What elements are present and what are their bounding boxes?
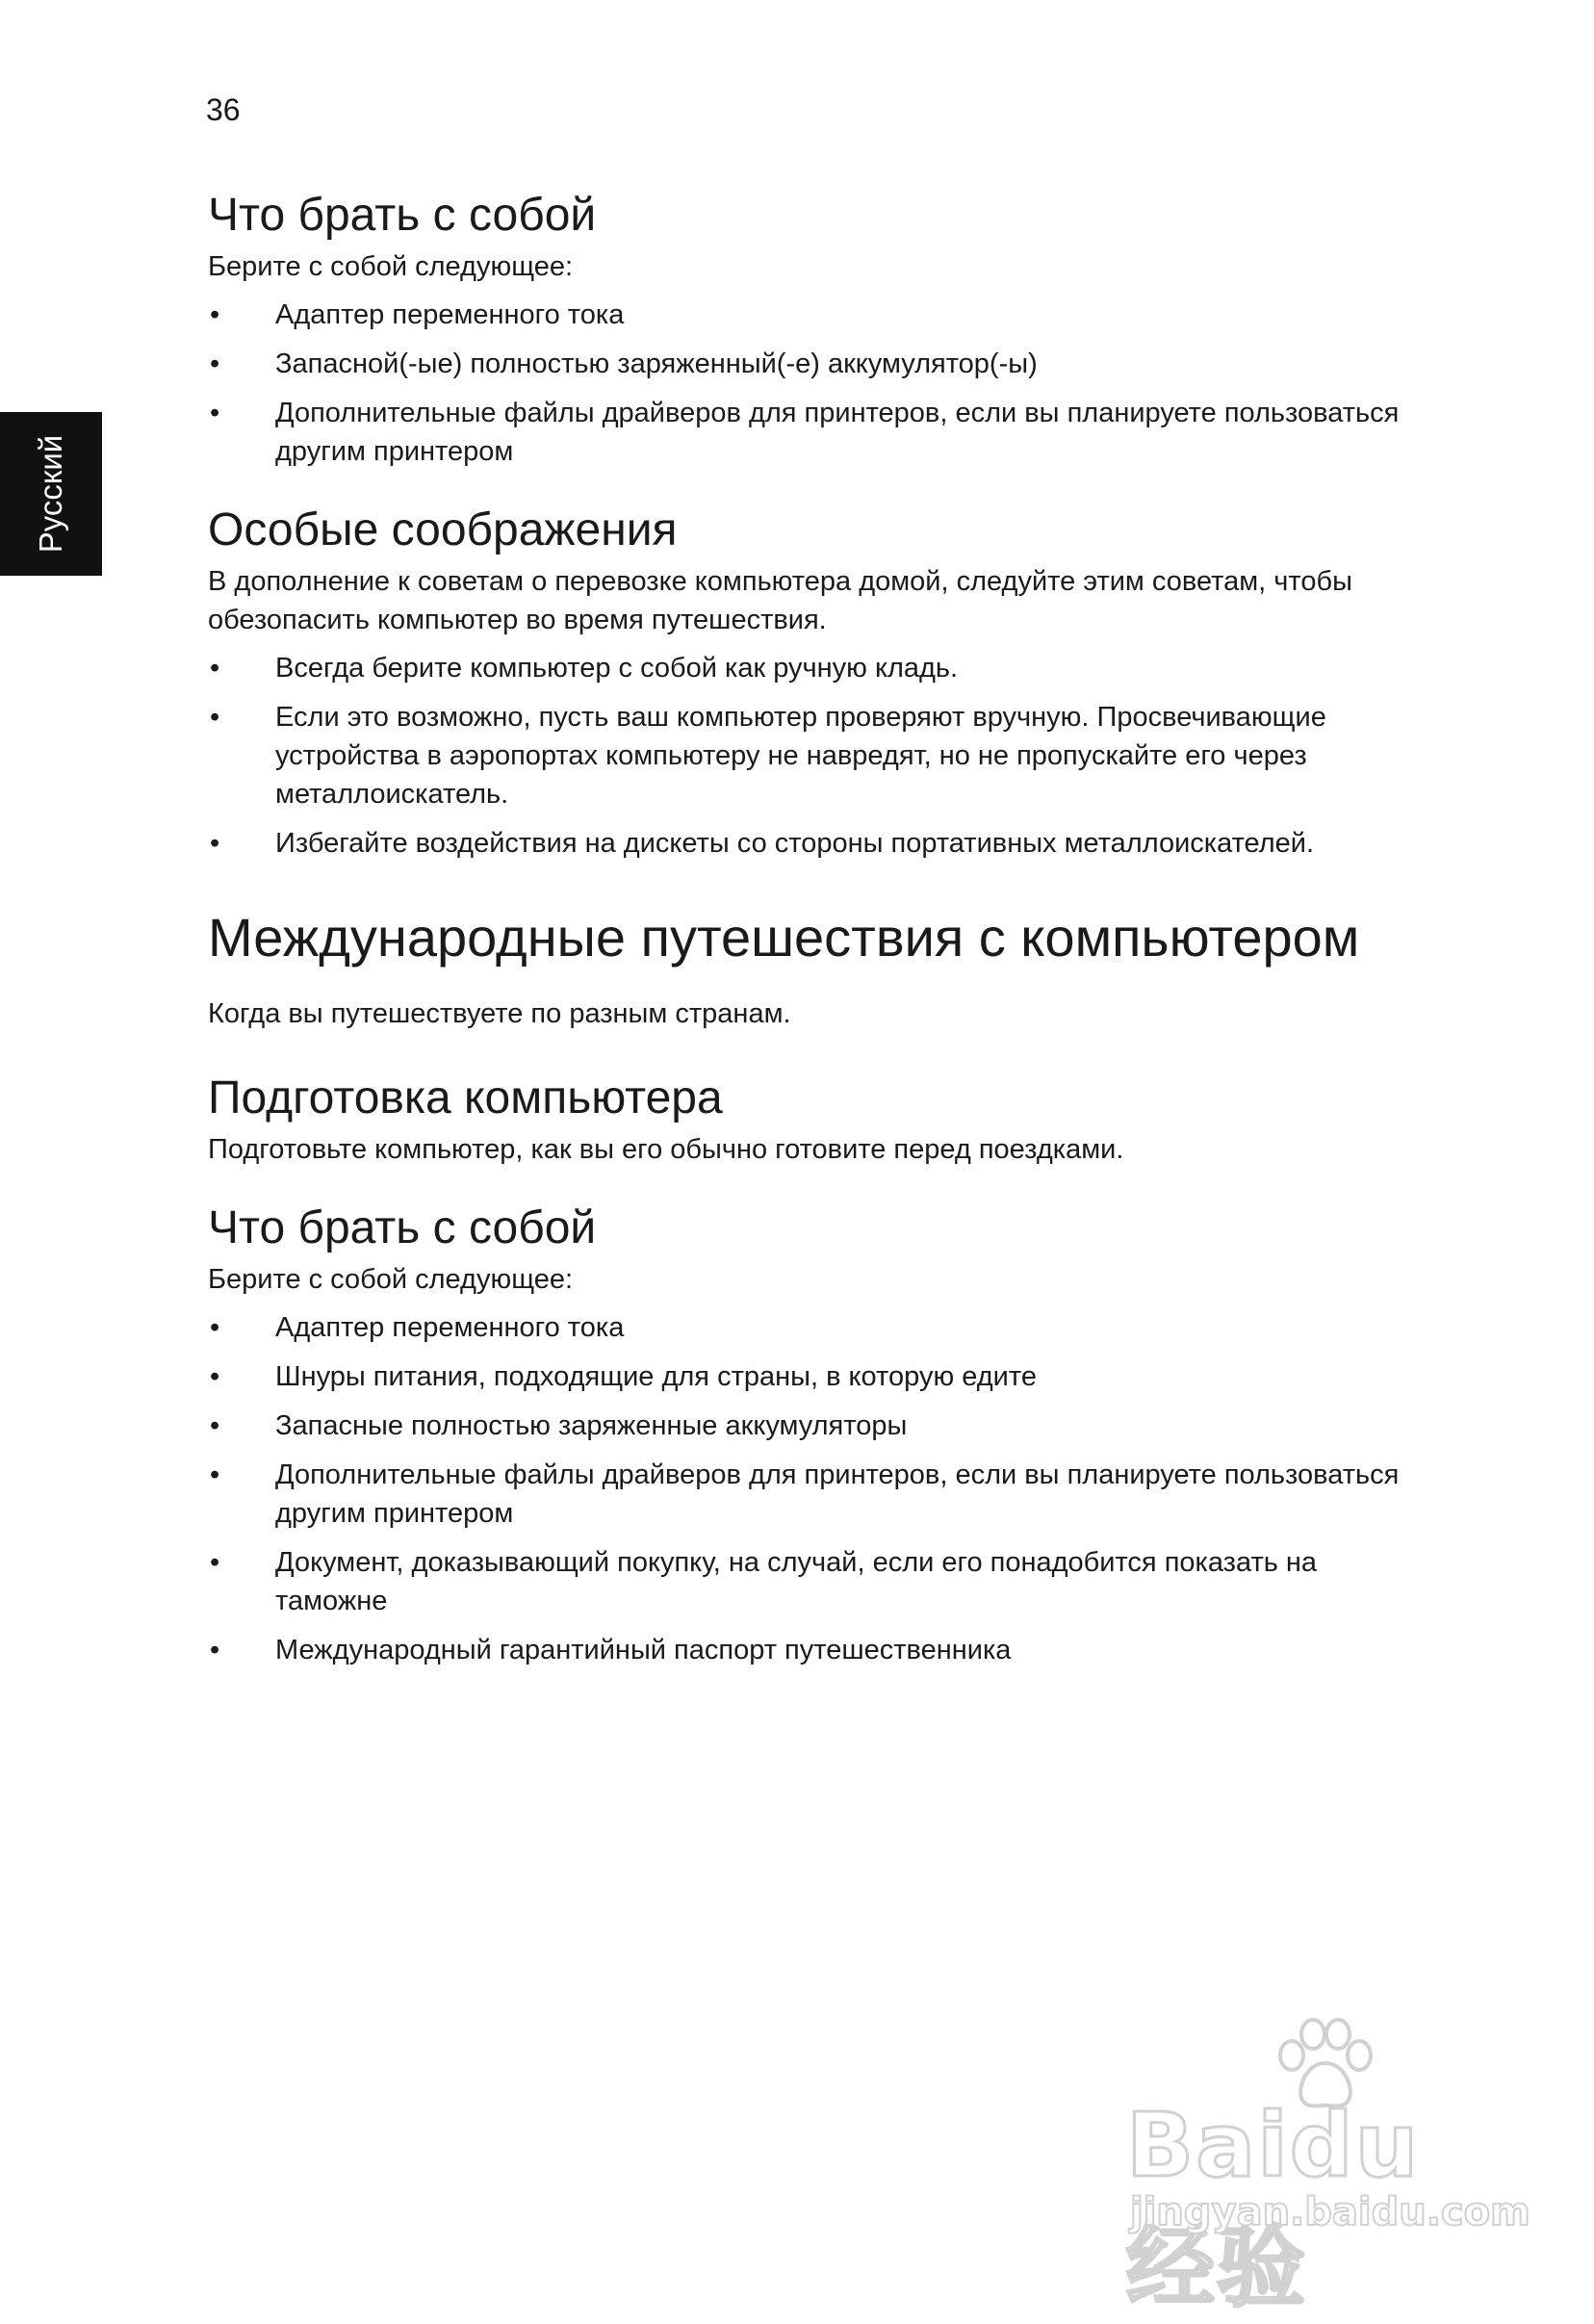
list-item: • Запасные полностью заряженные аккумуляторы — [208, 1407, 1401, 1445]
section-heading: Что брать с собой — [208, 1201, 597, 1253]
watermark-logo-text: Baidu 经验 — [1126, 2094, 1421, 2319]
section-intro: Берите с собой следующее: — [208, 1264, 574, 1296]
section-heading: Подготовка компьютера — [208, 1072, 723, 1123]
bullet-list — [208, 649, 1401, 863]
bullet-icon: • — [210, 828, 220, 860]
section-international-travel — [208, 907, 1401, 1032]
bullet-list — [208, 1308, 1401, 1669]
list-item: • Адаптер переменного тока — [208, 1308, 1401, 1347]
section-heading: Особые соображения — [208, 504, 678, 556]
list-item: • Шнуры питания, подходящие для страны, в которую едите — [208, 1357, 1401, 1396]
section-intro: Подготовьте компьютер, как вы его обычно готовите перед поездками. — [208, 1133, 1124, 1165]
bullet-icon: • — [210, 398, 220, 429]
bullet-icon: • — [210, 702, 220, 734]
section-intro: Когда вы путешествуете по разным странам. — [208, 997, 791, 1029]
bullet-icon: • — [210, 1410, 220, 1442]
bullet-icon: • — [210, 1547, 220, 1579]
section-special-considerations — [208, 504, 1401, 863]
page-number: 36 — [206, 92, 241, 127]
watermark-url: jingyan.baidu.com — [1130, 2190, 1530, 2234]
baidu-watermark — [1107, 2017, 1530, 2319]
list-item: • Запасной(-ые) полностью заряженный(-е) аккумулятор(-ы) — [208, 345, 1401, 383]
section-intro: Берите с собой следующее: — [208, 251, 574, 283]
chapter-heading: Международные путешествия с компьютером — [208, 907, 1360, 968]
list-item: • Адаптер переменного тока — [208, 296, 1401, 334]
section-what-to-take — [208, 189, 1401, 471]
bullet-icon: • — [210, 653, 220, 684]
page-content — [208, 189, 1401, 1702]
section-preparing-computer — [208, 1072, 1401, 1169]
list-item: • Дополнительные файлы драйверов для принтеров, если вы планируете пользоваться другим принтером — [208, 1456, 1401, 1533]
list-item: • Всегда берите компьютер с собой как ручную кладь. — [208, 649, 1401, 687]
section-intro: В дополнение к советам о перевозке компьютера домой, следуйте этим советам, чтобы обезопасить компьютер во время путешествия. — [208, 566, 1352, 636]
bullet-icon: • — [210, 349, 220, 380]
list-item: • Дополнительные файлы драйверов для принтеров, если вы планируете пользоваться другим принтером — [208, 394, 1401, 471]
list-item: • Документ, доказывающий покупку, на случай, если его понадобится показать на таможне — [208, 1543, 1401, 1620]
bullet-icon: • — [210, 1459, 220, 1491]
list-item: • Избегайте воздействия на дискеты со стороны портативных металлоискателей. — [208, 824, 1401, 863]
language-side-tab-label: Русский — [33, 434, 68, 554]
bullet-icon: • — [210, 1635, 220, 1666]
section-heading: Что брать с собой — [208, 190, 597, 241]
bullet-list — [208, 296, 1401, 471]
language-side-tab — [0, 412, 102, 576]
bullet-icon: • — [210, 299, 220, 331]
list-item: • Если это возможно, пусть ваш компьютер проверяют вручную. Просвечивающие устройства в аэропортах компьютеру не навредят, но не пропускайте его через металлоискатель. — [208, 698, 1401, 813]
list-item: • Международный гарантийный паспорт путешественника — [208, 1631, 1401, 1669]
section-what-to-take-international — [208, 1201, 1401, 1669]
bullet-icon: • — [210, 1361, 220, 1393]
bullet-icon: • — [210, 1312, 220, 1344]
